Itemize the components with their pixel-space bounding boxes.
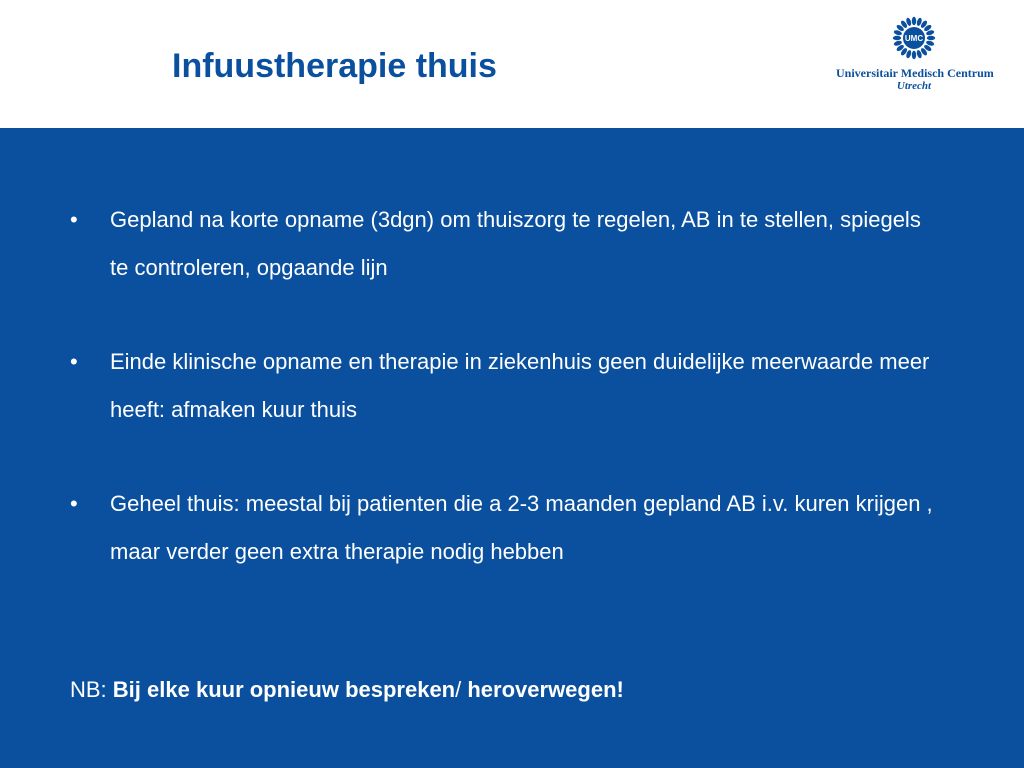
logo-petal — [912, 17, 916, 25]
bullet-marker: • — [70, 207, 78, 232]
logo-petal — [927, 36, 935, 40]
bullet-list — [70, 196, 940, 622]
bullet-item — [70, 480, 940, 576]
umc-sunflower-emblem-icon — [890, 14, 938, 62]
slide-header — [0, 0, 1024, 128]
umc-logo — [836, 14, 992, 94]
slide-title: Infuustherapie thuis — [172, 47, 497, 85]
bullet-text: Gepland na korte opname (3dgn) om thuiszorg te regelen, AB in te stellen, spiegels te controleren, opgaande lijn — [110, 207, 921, 280]
slide-body — [0, 128, 1024, 768]
logo-petal — [893, 36, 901, 40]
logo-city: Utrecht — [896, 80, 932, 92]
bullet-text: Geheel thuis: meestal bij patienten die a 2-3 maanden gepland AB i.v. kuren krijgen , maar verder geen extra therapie nodig hebben — [110, 491, 933, 564]
bullet-marker: • — [70, 349, 78, 374]
nb-separator: / — [455, 677, 468, 702]
nb-note — [70, 666, 940, 714]
nb-emphasis: Bij elke kuur opnieuw bespreken — [112, 677, 456, 702]
logo-petal — [912, 51, 916, 59]
bullet-item — [70, 338, 940, 434]
bullet-item — [70, 196, 940, 292]
bullet-text: Einde klinische opname en therapie in ziekenhuis geen duidelijke meerwaarde meer heeft: afmaken kuur thuis — [110, 349, 930, 422]
nb-label: NB: — [70, 677, 113, 702]
logo-emblem-text: UMC — [904, 34, 924, 43]
logo-institution-name: Universitair Medisch Centrum — [836, 66, 994, 80]
nb-emphasis-2: heroverwegen! — [467, 677, 624, 702]
bullet-marker: • — [70, 491, 78, 516]
